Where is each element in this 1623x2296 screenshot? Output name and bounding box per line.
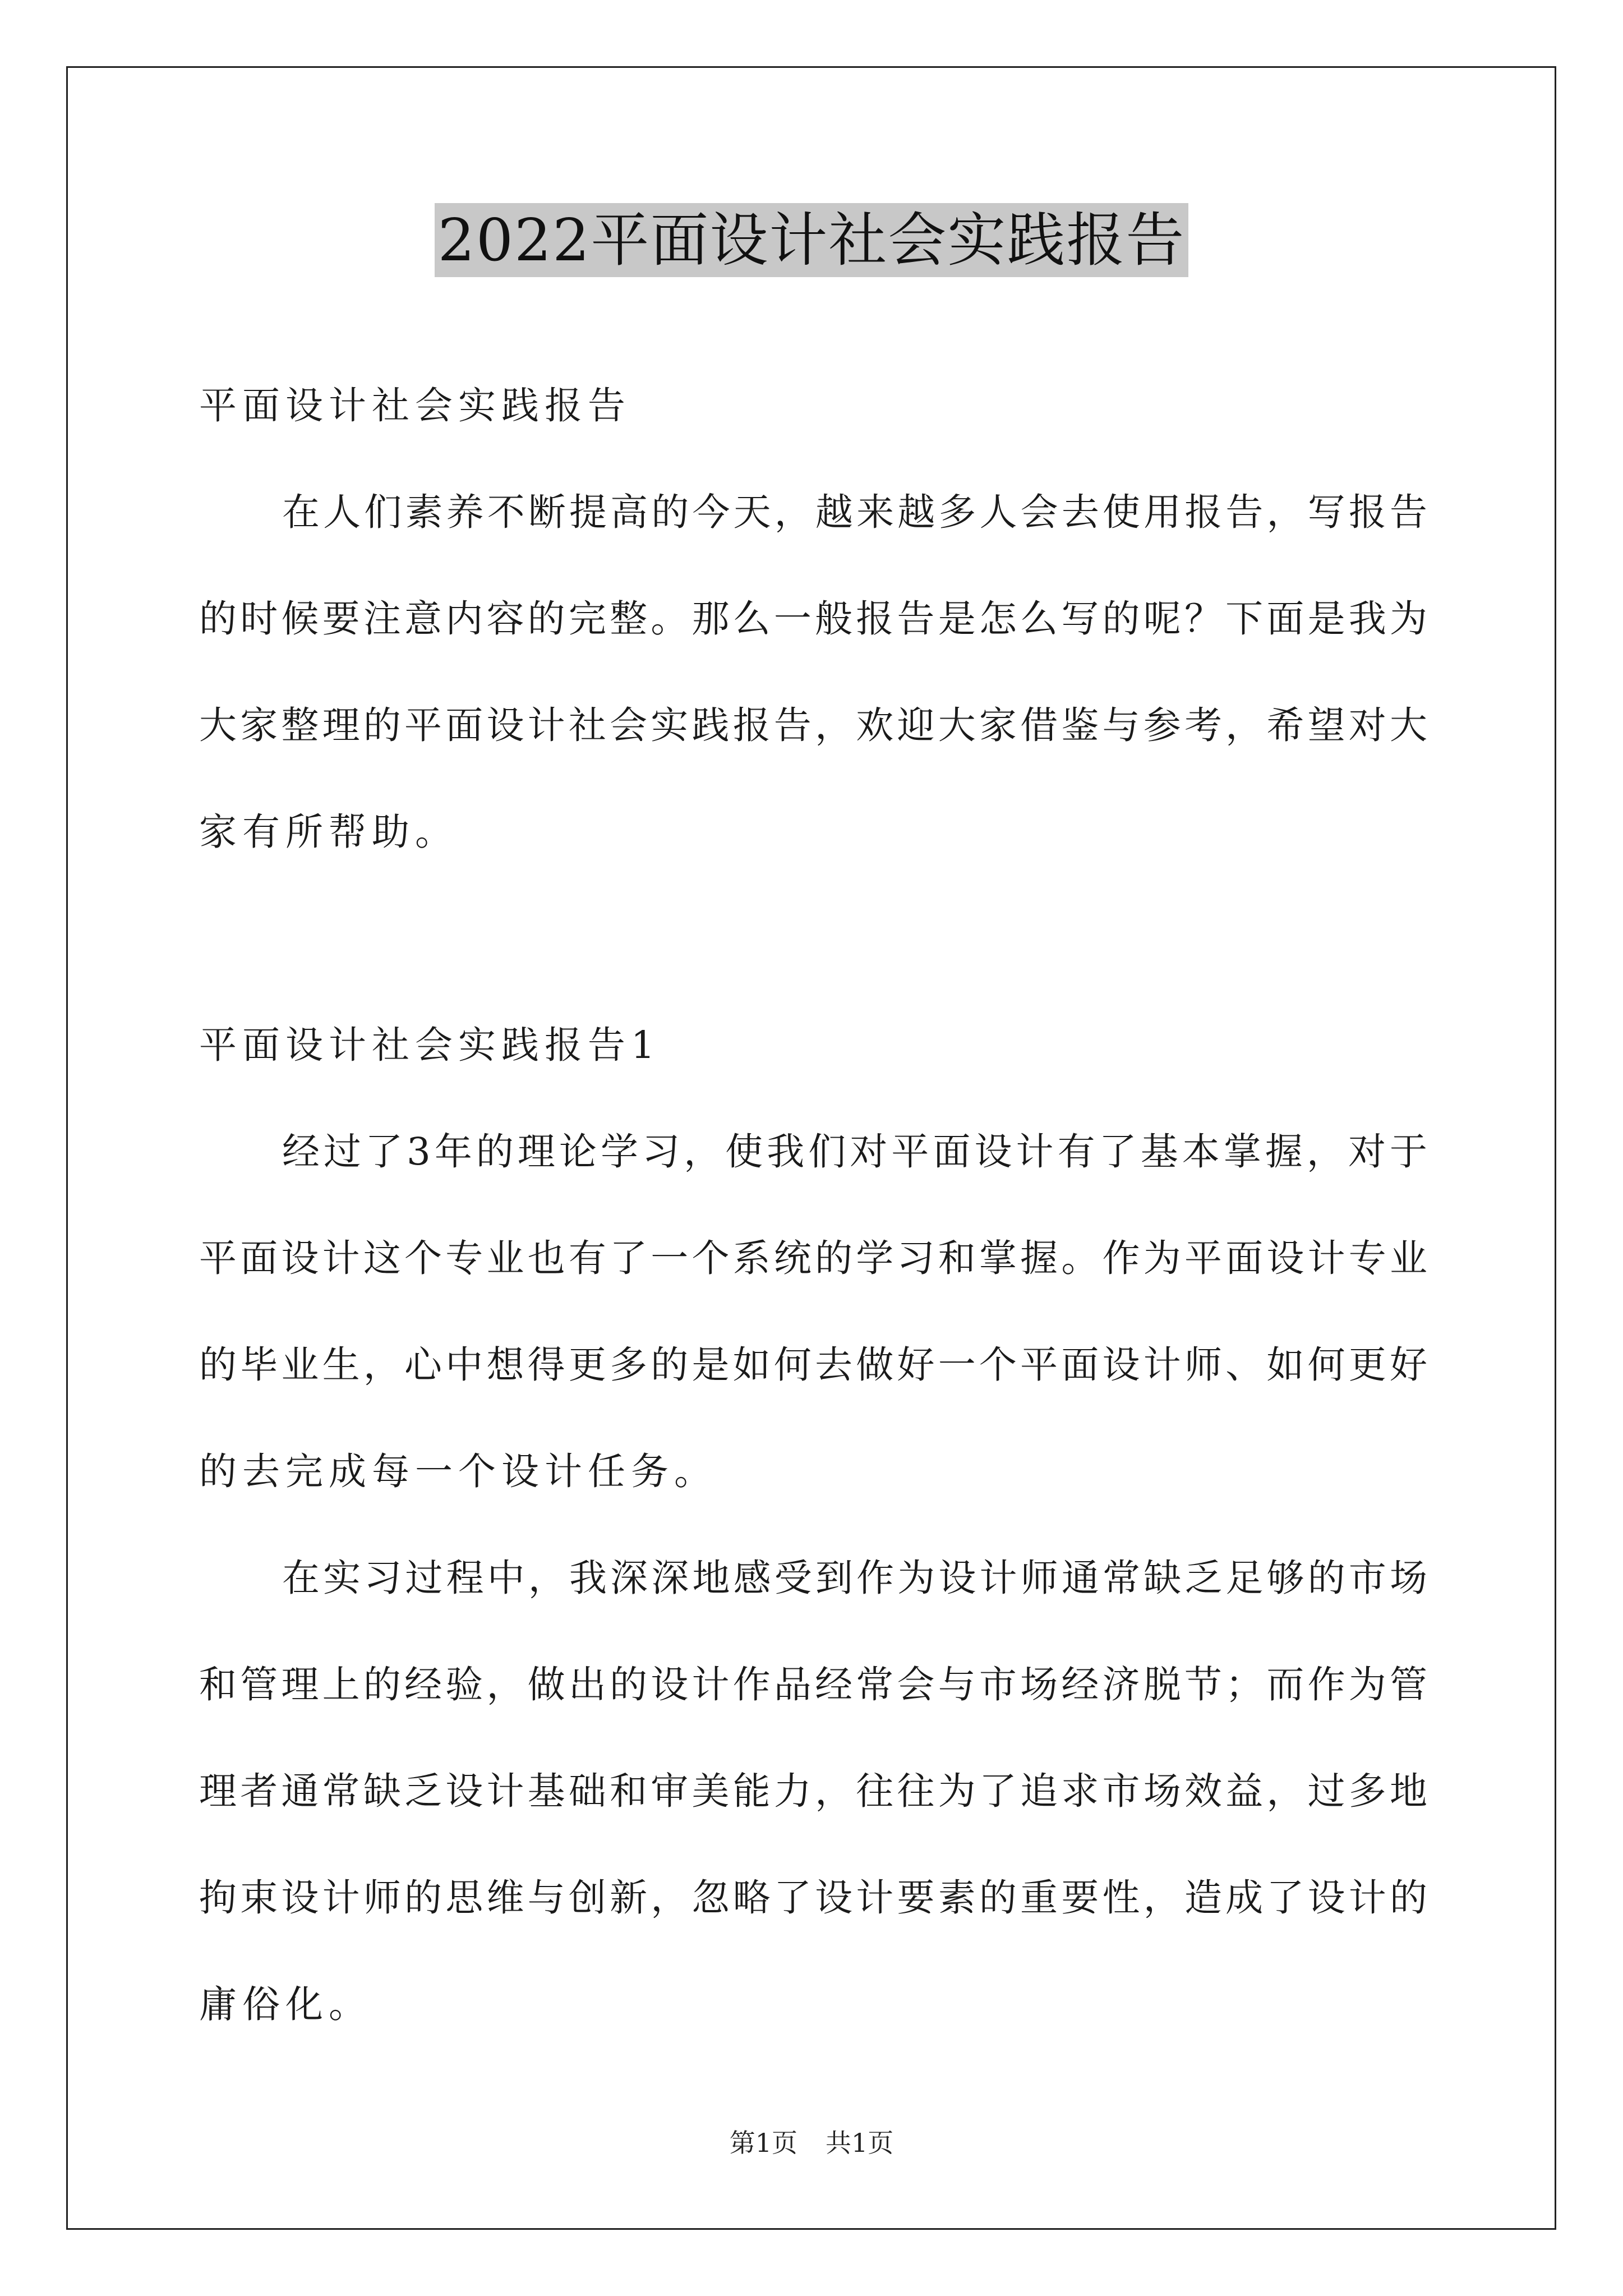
- blank-line: [199, 885, 1427, 992]
- paragraph-line: 在实习过程中，我深深地感受到作为设计师通常缺乏足够的市场: [282, 1556, 1427, 1600]
- paragraph-line: 的时候要注意内容的完整。那么一般报告是怎么写的呢？下面是我为: [199, 597, 1427, 641]
- paragraph-line: 的毕业生，心中想得更多的是如何去做好一个平面设计师、如何更好: [199, 1343, 1427, 1387]
- title-wrap: [0, 203, 1623, 277]
- page-number: 第1页: [729, 2128, 797, 2158]
- paragraph-line: 大家整理的平面设计社会实践报告，欢迎大家借鉴与参考，希望对大: [199, 703, 1427, 747]
- paragraph-line: 平面设计这个专业也有了一个系统的学习和掌握。作为平面设计专业: [199, 1236, 1427, 1280]
- paragraph-line: 家有所帮助。: [199, 810, 458, 854]
- paragraph-line: 和管理上的经验，做出的设计作品经常会与市场经济脱节；而作为管: [199, 1663, 1427, 1706]
- paragraph-line: 在人们素养不断提高的今天，越来越多人会去使用报告，写报告: [282, 490, 1427, 534]
- document-title: 2022平面设计社会实践报告: [435, 203, 1189, 277]
- paragraph-line: 的去完成每一个设计任务。: [199, 1450, 717, 1493]
- paragraph-line: 拘束设计师的思维与创新，忽略了设计要素的重要性，造成了设计的: [199, 1876, 1427, 1920]
- document-body: [199, 352, 1427, 2058]
- page-total: 共1页: [826, 2128, 894, 2158]
- section-heading: 平面设计社会实践报告1: [199, 1023, 661, 1067]
- section-heading: 平面设计社会实践报告: [199, 384, 631, 427]
- page-footer: [0, 2126, 1623, 2160]
- paragraph-line: 庸俗化。: [199, 1982, 372, 2026]
- paragraph-line: 理者通常缺乏设计基础和审美能力，往往为了追求市场效益，过多地: [199, 1769, 1427, 1813]
- paragraph-line: 经过了3年的理论学习，使我们对平面设计有了基本掌握，对于: [282, 1130, 1427, 1174]
